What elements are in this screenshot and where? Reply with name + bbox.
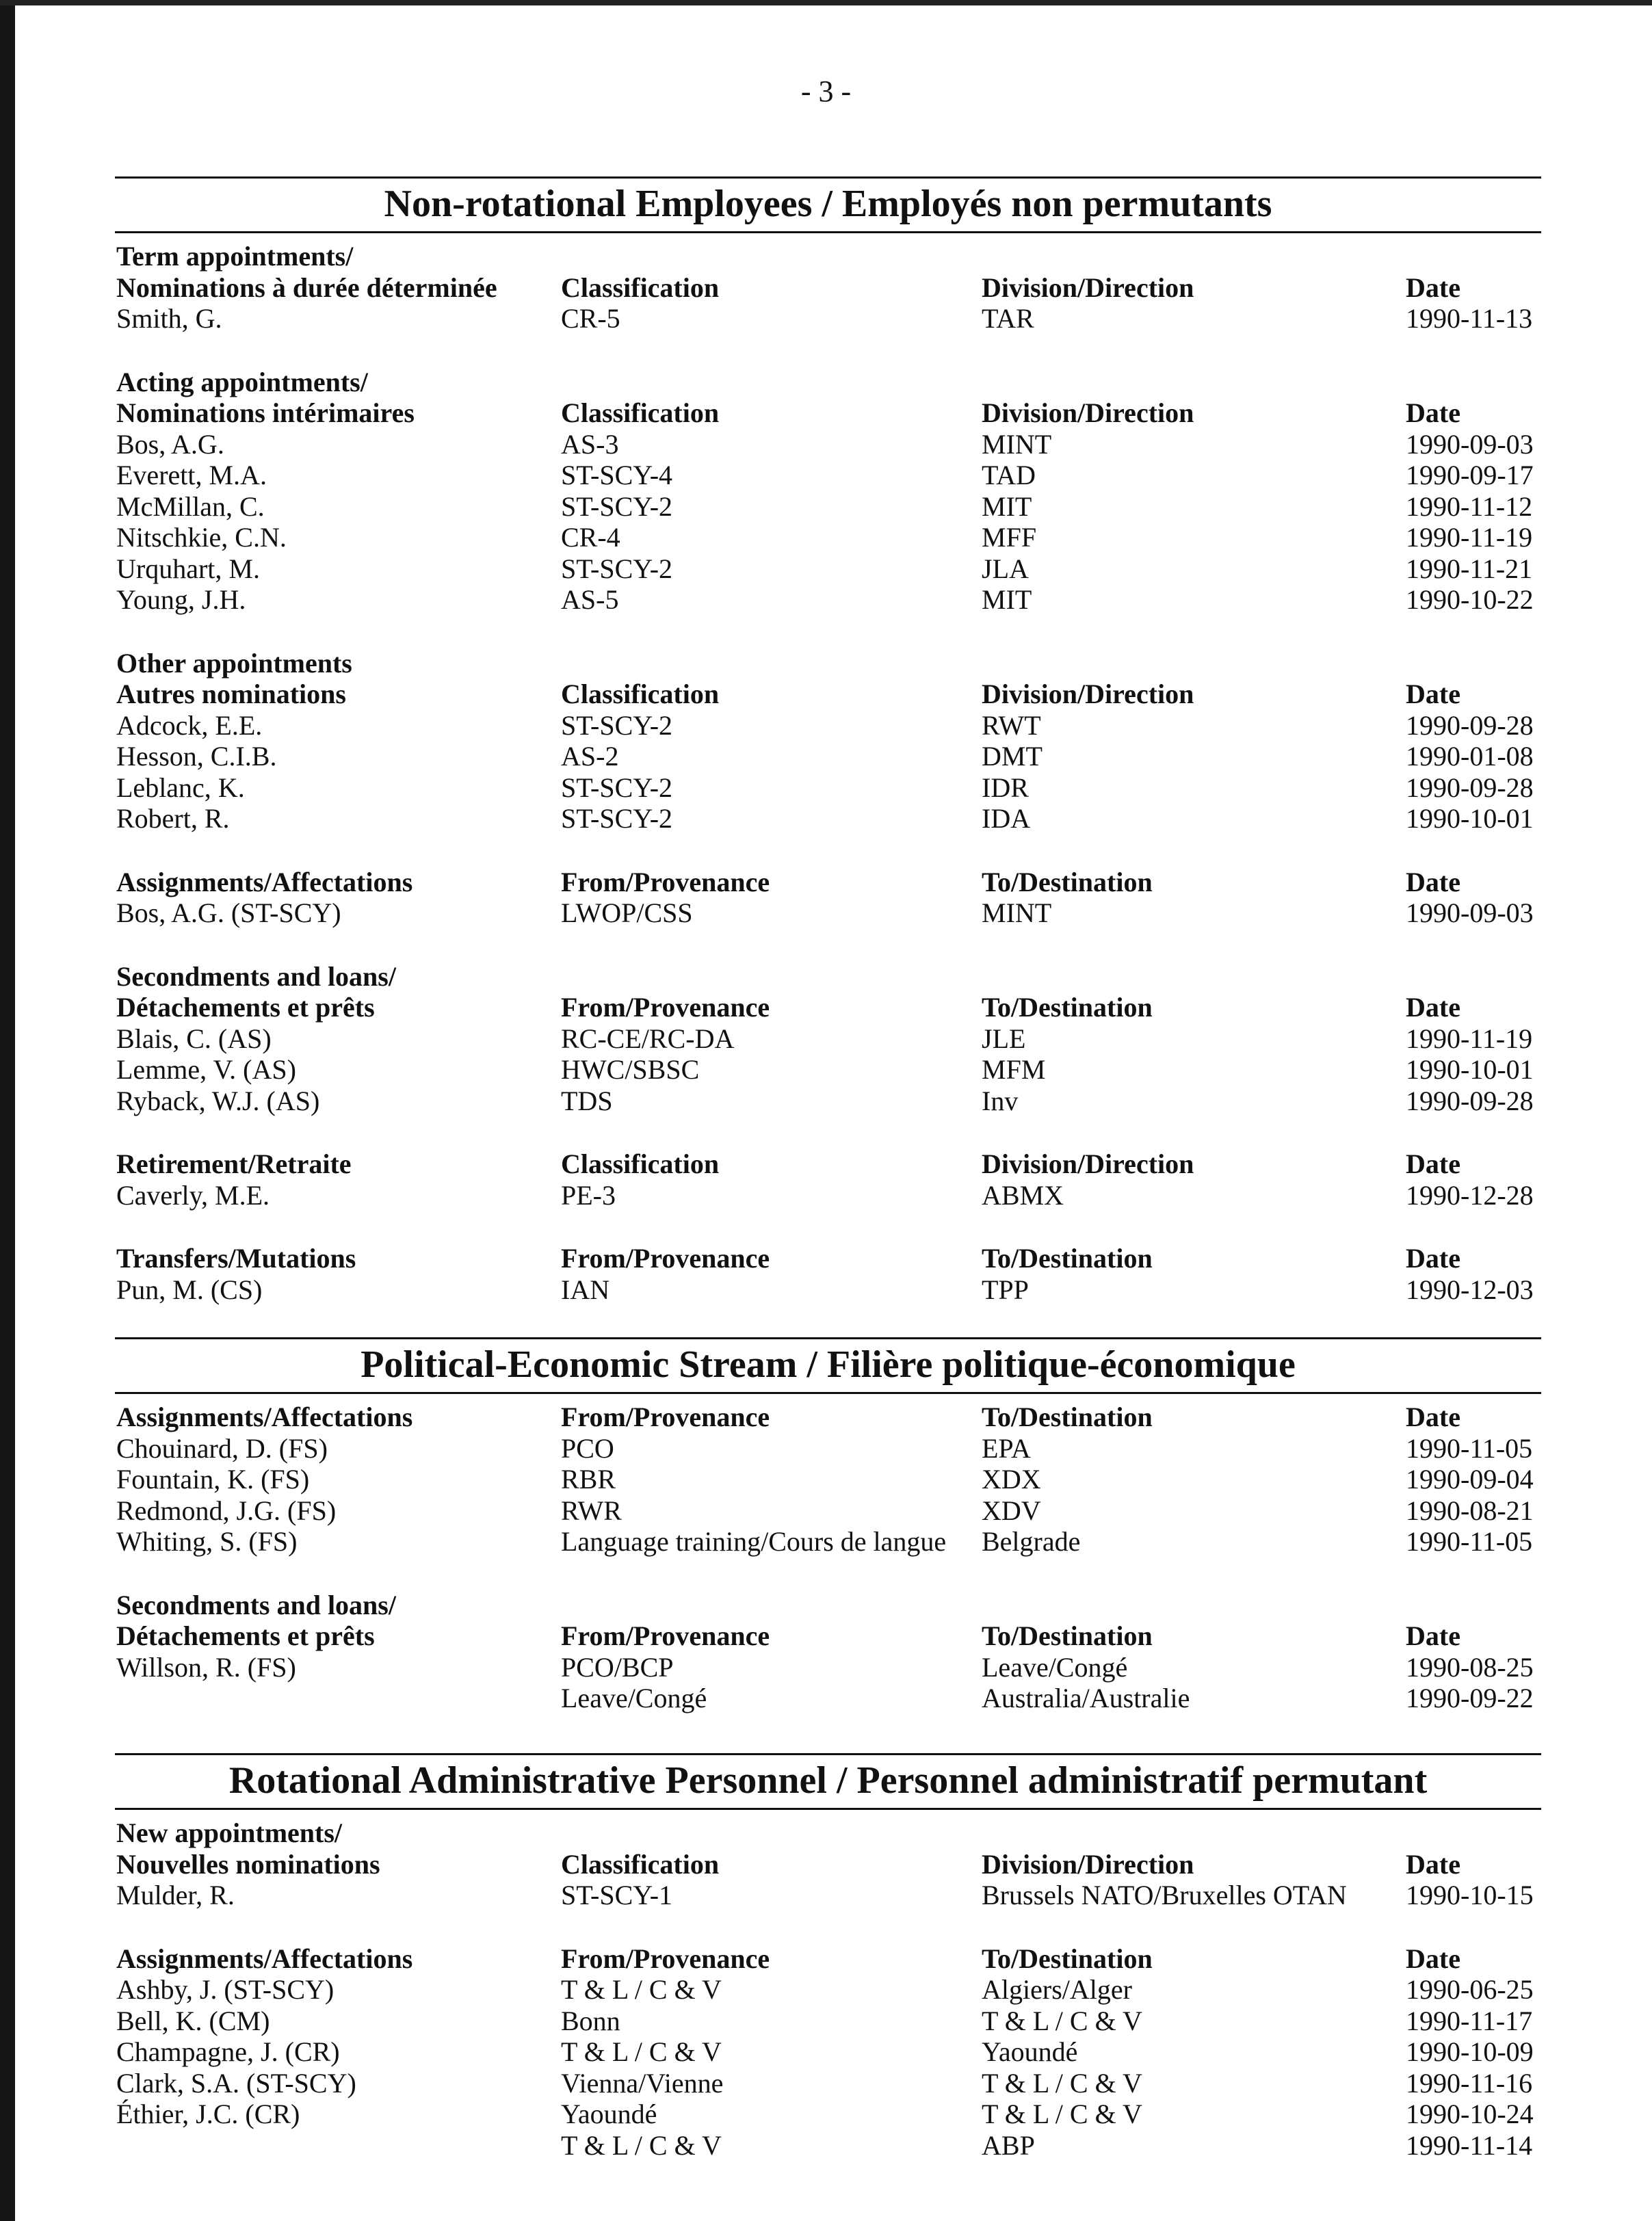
employee-name: Ryback, W.J. (AS) [116,1085,320,1116]
date: 1990-11-05 [1406,1526,1533,1557]
destination-or-division: RWT [982,709,1041,741]
date: 1990-09-17 [1406,460,1534,490]
date: 1990-12-28 [1406,1179,1534,1211]
date: 1990-11-19 [1406,1023,1533,1054]
column-header: Classification [561,679,720,709]
employee-name: Champagne, J. (CR) [116,2036,340,2067]
column-header: To/Destination [982,1943,1153,1974]
page-number: - 3 - [800,75,852,108]
origin-or-classification: Language training/Cours de langue [561,1526,947,1557]
date: 1990-11-12 [1406,490,1533,522]
column-header: Classification [561,1848,720,1880]
destination-or-division: MFM [982,1054,1046,1085]
group-label: Nouvelles nominations [116,1848,380,1880]
date: 1990-09-03 [1406,897,1534,928]
group-label: Other appointments [116,647,352,679]
column-header: Date [1406,1620,1460,1651]
origin-or-classification: T & L / C & V [561,2036,722,2067]
scan-left-edge [0,0,15,2221]
origin-or-classification: ST-SCY-2 [561,803,673,834]
date: 1990-11-21 [1406,553,1533,584]
origin-or-classification: T & L / C & V [561,2129,722,2161]
origin-or-classification: AS-3 [561,428,619,460]
group-label: Secondments and loans/ [116,1589,396,1620]
date: 1990-09-22 [1406,1683,1534,1713]
column-header: From/Provenance [561,1943,770,1974]
destination-or-division: Belgrade [982,1526,1081,1557]
column-header: Division/Direction [982,679,1194,709]
destination-or-division: MINT [982,897,1052,928]
date: 1990-06-25 [1406,1974,1534,2005]
destination-or-division: EPA [982,1432,1031,1464]
employee-name: Bos, A.G. (ST-SCY) [116,897,341,928]
destination-or-division: XDV [982,1495,1041,1526]
destination-or-division: Algiers/Alger [982,1974,1132,2005]
employee-name: Redmond, J.G. (FS) [116,1495,337,1526]
employee-name: Mulder, R. [116,1880,235,1910]
origin-or-classification: AS-5 [561,584,619,615]
date: 1990-10-01 [1406,1054,1534,1085]
section-rule-top [115,176,1541,179]
column-header: To/Destination [982,1620,1153,1651]
date: 1990-11-19 [1406,522,1533,553]
section-title: Rotational Administrative Personnel / Personnel administratif permutant [228,1759,1428,1802]
scan-top-edge [0,0,1652,5]
column-header: Date [1406,866,1460,897]
origin-or-classification: ST-SCY-4 [561,460,673,490]
column-header: Division/Direction [982,397,1194,428]
column-header: Date [1406,1402,1460,1432]
destination-or-division: TAD [982,460,1036,490]
date: 1990-09-04 [1406,1464,1534,1495]
origin-or-classification: RBR [561,1464,616,1495]
column-header: To/Destination [982,1243,1153,1274]
employee-name: Bos, A.G. [116,428,224,460]
date: 1990-09-28 [1406,772,1534,803]
group-label: Nominations à durée déterminée [116,272,497,303]
destination-or-division: XDX [982,1464,1041,1495]
employee-name: Urquhart, M. [116,553,260,584]
column-header: Classification [561,1148,720,1179]
employee-name: Bell, K. (CM) [116,2005,270,2036]
section-title: Political-Economic Stream / Filière politique-économique [360,1343,1296,1386]
column-header: Date [1406,1148,1460,1179]
section-title: Non-rotational Employees / Employés non permutants [384,183,1272,225]
group-label: Acting appointments/ [116,366,368,397]
date: 1990-10-24 [1406,2099,1534,2129]
group-label: Autres nominations [116,679,346,709]
origin-or-classification: ST-SCY-2 [561,709,673,741]
employee-name: Young, J.H. [116,584,246,615]
date: 1990-09-28 [1406,1085,1534,1116]
origin-or-classification: RWR [561,1495,622,1526]
employee-name: Éthier, J.C. (CR) [116,2099,300,2129]
employee-name: Adcock, E.E. [116,709,263,741]
column-header: Date [1406,1848,1460,1880]
date: 1990-10-22 [1406,584,1534,615]
employee-name: Hesson, C.I.B. [116,741,277,772]
group-label: Nominations intérimaires [116,397,415,428]
column-header: To/Destination [982,866,1153,897]
column-header: From/Provenance [561,866,770,897]
column-header: Date [1406,1243,1460,1274]
section-rule-top [115,1337,1541,1339]
column-header: Division/Direction [982,272,1194,303]
date: 1990-10-15 [1406,1880,1534,1910]
destination-or-division: MIT [982,584,1032,615]
origin-or-classification: T & L / C & V [561,1974,722,2005]
origin-or-classification: AS-2 [561,741,619,772]
employee-name: Caverly, M.E. [116,1179,270,1211]
section-rule-bottom [115,1808,1541,1810]
destination-or-division: MINT [982,428,1052,460]
date: 1990-09-28 [1406,709,1534,741]
group-label: Assignments/Affectations [116,866,413,897]
column-header: From/Provenance [561,992,770,1023]
section-rule-bottom [115,231,1541,233]
group-label: Détachements et prêts [116,1620,375,1651]
origin-or-classification: HWC/SBSC [561,1054,700,1085]
destination-or-division: IDA [982,803,1031,834]
date: 1990-10-01 [1406,803,1534,834]
origin-or-classification: PE-3 [561,1179,616,1211]
destination-or-division: T & L / C & V [982,2005,1142,2036]
date: 1990-08-25 [1406,1651,1534,1683]
date: 1990-11-13 [1406,303,1533,334]
origin-or-classification: PCO [561,1432,614,1464]
destination-or-division: Yaoundé [982,2036,1078,2067]
column-header: Division/Direction [982,1848,1194,1880]
destination-or-division: Inv [982,1085,1019,1116]
origin-or-classification: PCO/BCP [561,1651,674,1683]
origin-or-classification: CR-4 [561,522,620,553]
date: 1990-11-16 [1406,2067,1533,2099]
origin-or-classification: Bonn [561,2005,620,2036]
column-header: From/Provenance [561,1620,770,1651]
group-label: New appointments/ [116,1817,343,1848]
column-header: From/Provenance [561,1243,770,1274]
origin-or-classification: ST-SCY-2 [561,490,673,522]
column-header: Date [1406,272,1460,303]
destination-or-division: DMT [982,741,1043,772]
origin-or-classification: LWOP/CSS [561,897,693,928]
origin-or-classification: ST-SCY-2 [561,772,673,803]
employee-name: Lemme, V. (AS) [116,1054,296,1085]
destination-or-division: T & L / C & V [982,2099,1142,2129]
employee-name: McMillan, C. [116,490,265,522]
column-header: Classification [561,397,720,428]
origin-or-classification: TDS [561,1085,613,1116]
date: 1990-11-17 [1406,2005,1533,2036]
employee-name: Fountain, K. (FS) [116,1464,310,1495]
column-header: Date [1406,679,1460,709]
destination-or-division: Australia/Australie [982,1683,1190,1713]
employee-name: Willson, R. (FS) [116,1651,296,1683]
destination-or-division: ABMX [982,1179,1064,1211]
column-header: From/Provenance [561,1402,770,1432]
group-label: Détachements et prêts [116,992,375,1023]
destination-or-division: Leave/Congé [982,1651,1128,1683]
group-label: Term appointments/ [116,241,354,272]
date: 1990-12-03 [1406,1274,1534,1305]
employee-name: Pun, M. (CS) [116,1274,263,1305]
section-rule-top [115,1753,1541,1755]
date: 1990-11-05 [1406,1432,1533,1464]
destination-or-division: Brussels NATO/Bruxelles OTAN [982,1880,1347,1910]
origin-or-classification: Vienna/Vienne [561,2067,724,2099]
destination-or-division: IDR [982,772,1029,803]
destination-or-division: MFF [982,522,1037,553]
group-label: Assignments/Affectations [116,1943,413,1974]
destination-or-division: T & L / C & V [982,2067,1142,2099]
group-label: Retirement/Retraite [116,1148,352,1179]
destination-or-division: TPP [982,1274,1029,1305]
date: 1990-08-21 [1406,1495,1534,1526]
column-header: To/Destination [982,992,1153,1023]
origin-or-classification: IAN [561,1274,610,1305]
origin-or-classification: Yaoundé [561,2099,657,2129]
date: 1990-01-08 [1406,741,1534,772]
column-header: Classification [561,272,720,303]
employee-name: Chouinard, D. (FS) [116,1432,328,1464]
origin-or-classification: CR-5 [561,303,620,334]
group-label: Assignments/Affectations [116,1402,413,1432]
destination-or-division: MIT [982,490,1032,522]
column-header: Date [1406,992,1460,1023]
destination-or-division: ABP [982,2129,1035,2161]
employee-name: Smith, G. [116,303,222,334]
date: 1990-09-03 [1406,428,1534,460]
column-header: To/Destination [982,1402,1153,1432]
column-header: Division/Direction [982,1148,1194,1179]
destination-or-division: JLA [982,553,1029,584]
destination-or-division: JLE [982,1023,1026,1054]
employee-name: Ashby, J. (ST-SCY) [116,1974,335,2005]
employee-name: Leblanc, K. [116,772,245,803]
section-rule-bottom [115,1392,1541,1394]
employee-name: Blais, C. (AS) [116,1023,272,1054]
employee-name: Everett, M.A. [116,460,267,490]
employee-name: Nitschkie, C.N. [116,522,287,553]
destination-or-division: TAR [982,303,1034,334]
employee-name: Whiting, S. (FS) [116,1526,298,1557]
employee-name: Clark, S.A. (ST-SCY) [116,2067,356,2099]
origin-or-classification: ST-SCY-2 [561,553,673,584]
date: 1990-11-14 [1406,2129,1533,2161]
origin-or-classification: Leave/Congé [561,1683,707,1713]
group-label: Transfers/Mutations [116,1243,356,1274]
origin-or-classification: RC-CE/RC-DA [561,1023,735,1054]
date: 1990-10-09 [1406,2036,1534,2067]
origin-or-classification: ST-SCY-1 [561,1880,673,1910]
column-header: Date [1406,397,1460,428]
group-label: Secondments and loans/ [116,960,396,992]
employee-name: Robert, R. [116,803,230,834]
column-header: Date [1406,1943,1460,1974]
